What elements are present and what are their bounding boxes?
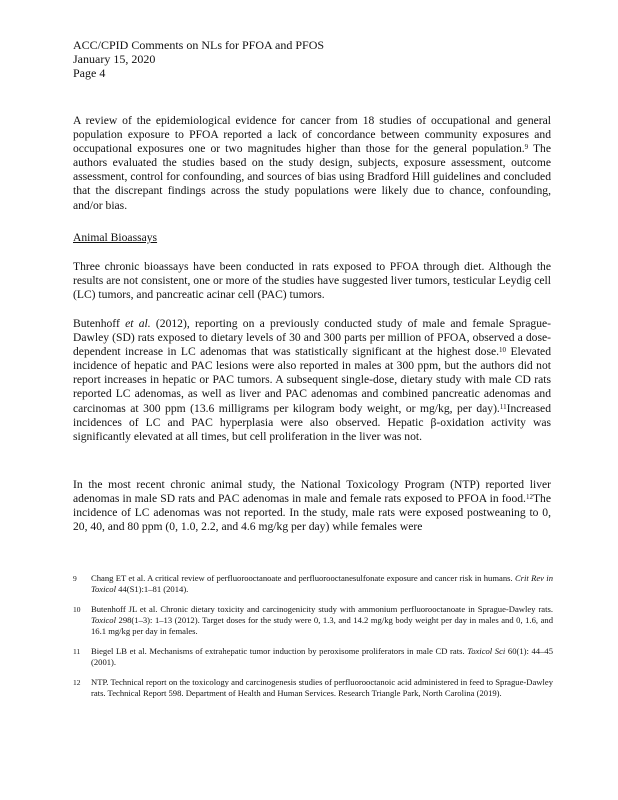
paragraph-text: The incidence of LC adenomas was not reported. In the study, male rats were exposed postweaning to 0, 20, 40, and 80 ppm (0, 1.0, 2.2, and 4.6 mg/kg per day) while females were <box>73 492 551 534</box>
footnote-ref[interactable]: 10 <box>499 346 507 355</box>
footnote-citation: Butenhoff JL et al. Chronic dietary toxicity and carcinogenicity study with ammonium perfluorooctanoate in Sprague-Dawley rats. <box>91 604 553 614</box>
footnote-text <box>91 573 553 595</box>
paragraph-bioassays-intro <box>73 260 551 302</box>
footnote <box>73 573 553 595</box>
footnote-number: 12 <box>73 678 81 687</box>
footnote-citation: Chang ET et al. A critical review of perfluorooctanoate and perfluorooctanesulfonate exposure and cancer risk in humans. <box>91 573 515 583</box>
footnote-text <box>91 646 553 668</box>
italic-text: et al. <box>125 317 151 330</box>
paragraph-ntp <box>73 478 551 534</box>
footnotes <box>73 573 553 708</box>
paragraph-text: (2012), reporting on a previously conducted study of male and female Sprague-Dawley (SD) rats exposed to dietary levels of 30 and 300 parts per million of PFOA, observed a dose-dependent increase in LC adenomas that was statistically significant at the highest dose. <box>73 317 551 359</box>
paragraph-text: Increased incidences of LC and PAC hyperplasia were also observed. Hepatic β-oxidation activity was significantly elevated at all times, but cell proliferation in the liver was not. <box>73 401 551 443</box>
footnote-number: 11 <box>73 647 81 656</box>
paragraph-text: In the most recent chronic animal study, the National Toxicology Program (NTP) reported liver adenomas in male SD rats and PAC adenomas in male and female rats exposed to PFOA in food. <box>73 478 551 506</box>
footnote-number: 9 <box>73 574 77 583</box>
footnote-text <box>91 604 553 637</box>
footnote-text <box>91 677 553 699</box>
section-heading: Animal Bioassays <box>73 231 158 244</box>
footnote <box>73 677 553 699</box>
footnote-citation-tail: 44(S1):1–81 (2014). <box>116 584 189 594</box>
paragraph-butenhoff <box>73 317 551 444</box>
page-header <box>73 38 324 80</box>
footnote-citation: Biegel LB et al. Mechanisms of extrahepatic tumor induction by peroxisome proliferators in male CD rats. <box>91 646 468 656</box>
footnote-number: 10 <box>73 605 81 614</box>
footnote-ref[interactable]: 11 <box>499 402 507 411</box>
footnote-citation-tail: 298(1–3): 1–13 (2012). Target doses for the study were 0, 1.3, and 14.2 mg/kg body weight per day in males and 0, 1.6, and 16.1 mg/kg per day in females. <box>91 615 553 636</box>
footnote-citation: NTP. Technical report on the toxicology and carcinogenesis studies of perfluorooctanoic acid administered in feed to Sprague-Dawley rats. Technical Report 598. Department of Health and Human Services. Research Triangle Park, North Carolina (2019). <box>91 677 553 698</box>
paragraph-text: The authors evaluated the studies based on the study design, subjects, exposure assessment, outcome assessment, control for confounding, and sources of bias using Bradford Hill guidelines and concluded that the discrepant findings across the study populations were likely due to chance, confounding, and/or bias. <box>73 142 551 212</box>
footnote <box>73 604 553 637</box>
journal-name: Crit Rev in Toxicol <box>91 573 553 594</box>
footnote-ref[interactable]: 12 <box>525 493 533 502</box>
document-date: January 15, 2020 <box>73 52 156 66</box>
paragraph-text: A review of the epidemiological evidence for cancer from 18 studies of occupational and general population exposure to PFOA reported a lack of concordance between community exposures and occupational exposures one or two magnitudes higher than those for the general population. <box>73 114 551 156</box>
paragraph-text: Three chronic bioassays have been conducted in rats exposed to PFOA through diet. Although the results are not consistent, one or more of the studies have suggested liver tumors, testicular Leydig cell (LC) tumors, and pancreatic acinar cell (PAC) tumors. <box>73 260 551 302</box>
footnote-ref[interactable]: 9 <box>524 143 529 152</box>
journal-name: Toxicol Sci <box>467 646 506 656</box>
footnote-citation-tail: 60(1): 44–45 (2001). <box>91 646 553 667</box>
paragraph-epidemiology <box>73 114 551 213</box>
paragraph-text: Butenhoff <box>73 317 126 330</box>
page-number: Page 4 <box>73 66 106 80</box>
journal-name: Toxicol <box>91 615 116 625</box>
footnote <box>73 646 553 668</box>
document-title: ACC/CPID Comments on NLs for PFOA and PFOS <box>73 38 325 52</box>
paragraph-text: Elevated incidence of hepatic and PAC lesions were also reported in males at 300 ppm, but the authors did not report increases in hepatic or PAC tumors. A subsequent single-dose, dietary study with male CD rats reported LC adenomas, as well as liver and PAC adenomas and combined pancreatic adenomas and carcinomas at 300 ppm (13.6 milligrams per kilogram body weight, or mg/kg, per day). <box>73 345 551 415</box>
